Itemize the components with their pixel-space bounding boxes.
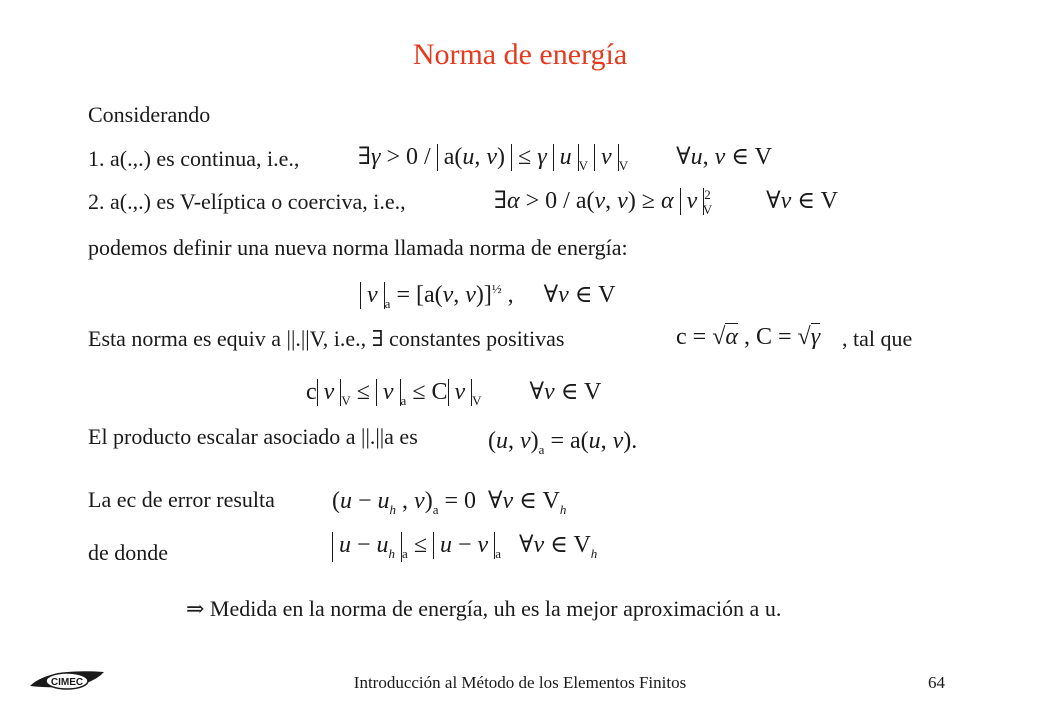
logo-text: CIMEC (50, 677, 84, 688)
tal-que-text: , tal que (842, 326, 913, 351)
slide-title: Norma de energía (412, 38, 628, 71)
energy-norm-formula: v $_a$ = [a(v, v)]$^{\frac{1}{2}}$ , ∀v ∈ V (360, 280, 615, 312)
ec-error-text: La ec de error resulta (88, 487, 275, 512)
podemos-text: podemos definir una nueva norma llamada norma de energía: (88, 235, 628, 260)
inner-product-formula: (u, $v)_a = a(u$, v). (488, 428, 638, 457)
norm-equivalence-formula: c v $_V$ ≤ v $_a$ ≤ C v $_V$ ∀v ∈ V (306, 379, 602, 408)
best-approximation-formula: $u - u_h$ $_a$ ≤ u − v $_a$ ∀v ∈ $V_h$ (332, 530, 597, 562)
equiv-text: Esta norma es equiv a ||.||V, i.e., ∃ constantes positivas (88, 326, 565, 351)
considerando-text: Considerando (88, 102, 211, 127)
constants-formula: c = √α , C = √γ (676, 324, 821, 350)
de-donde-text: de donde (88, 540, 169, 565)
continuity-formula: ∃γ > 0 / a(u, v) ≤ γ u $_V$ v $_V$ ∀u, v ∈ V (358, 144, 772, 173)
item2-text: 2. a(.,.) es V-elíptica o coerciva, i.e., (88, 189, 406, 214)
galerkin-orthogonality-formula: ($u - u_h$ , $v)_a = 0$ ∀v ∈ $V_h$ (332, 488, 567, 517)
footer-course-title: Introducción al Método de los Elementos Finitos (353, 673, 687, 692)
item1-text: 1. a(.,.) es continua, i.e., (88, 146, 300, 171)
conclusion-text: ⇒ Medida en la norma de energía, uh es la mejor aproximación a u. (186, 596, 782, 621)
producto-text: El producto escalar asociado a ||.||a es (88, 424, 418, 449)
coercivity-formula: ∃α > 0 / a(v, v) ≥ α v $^2_V$ ∀v ∈ V (494, 187, 838, 217)
page-number: 64 (928, 673, 945, 692)
